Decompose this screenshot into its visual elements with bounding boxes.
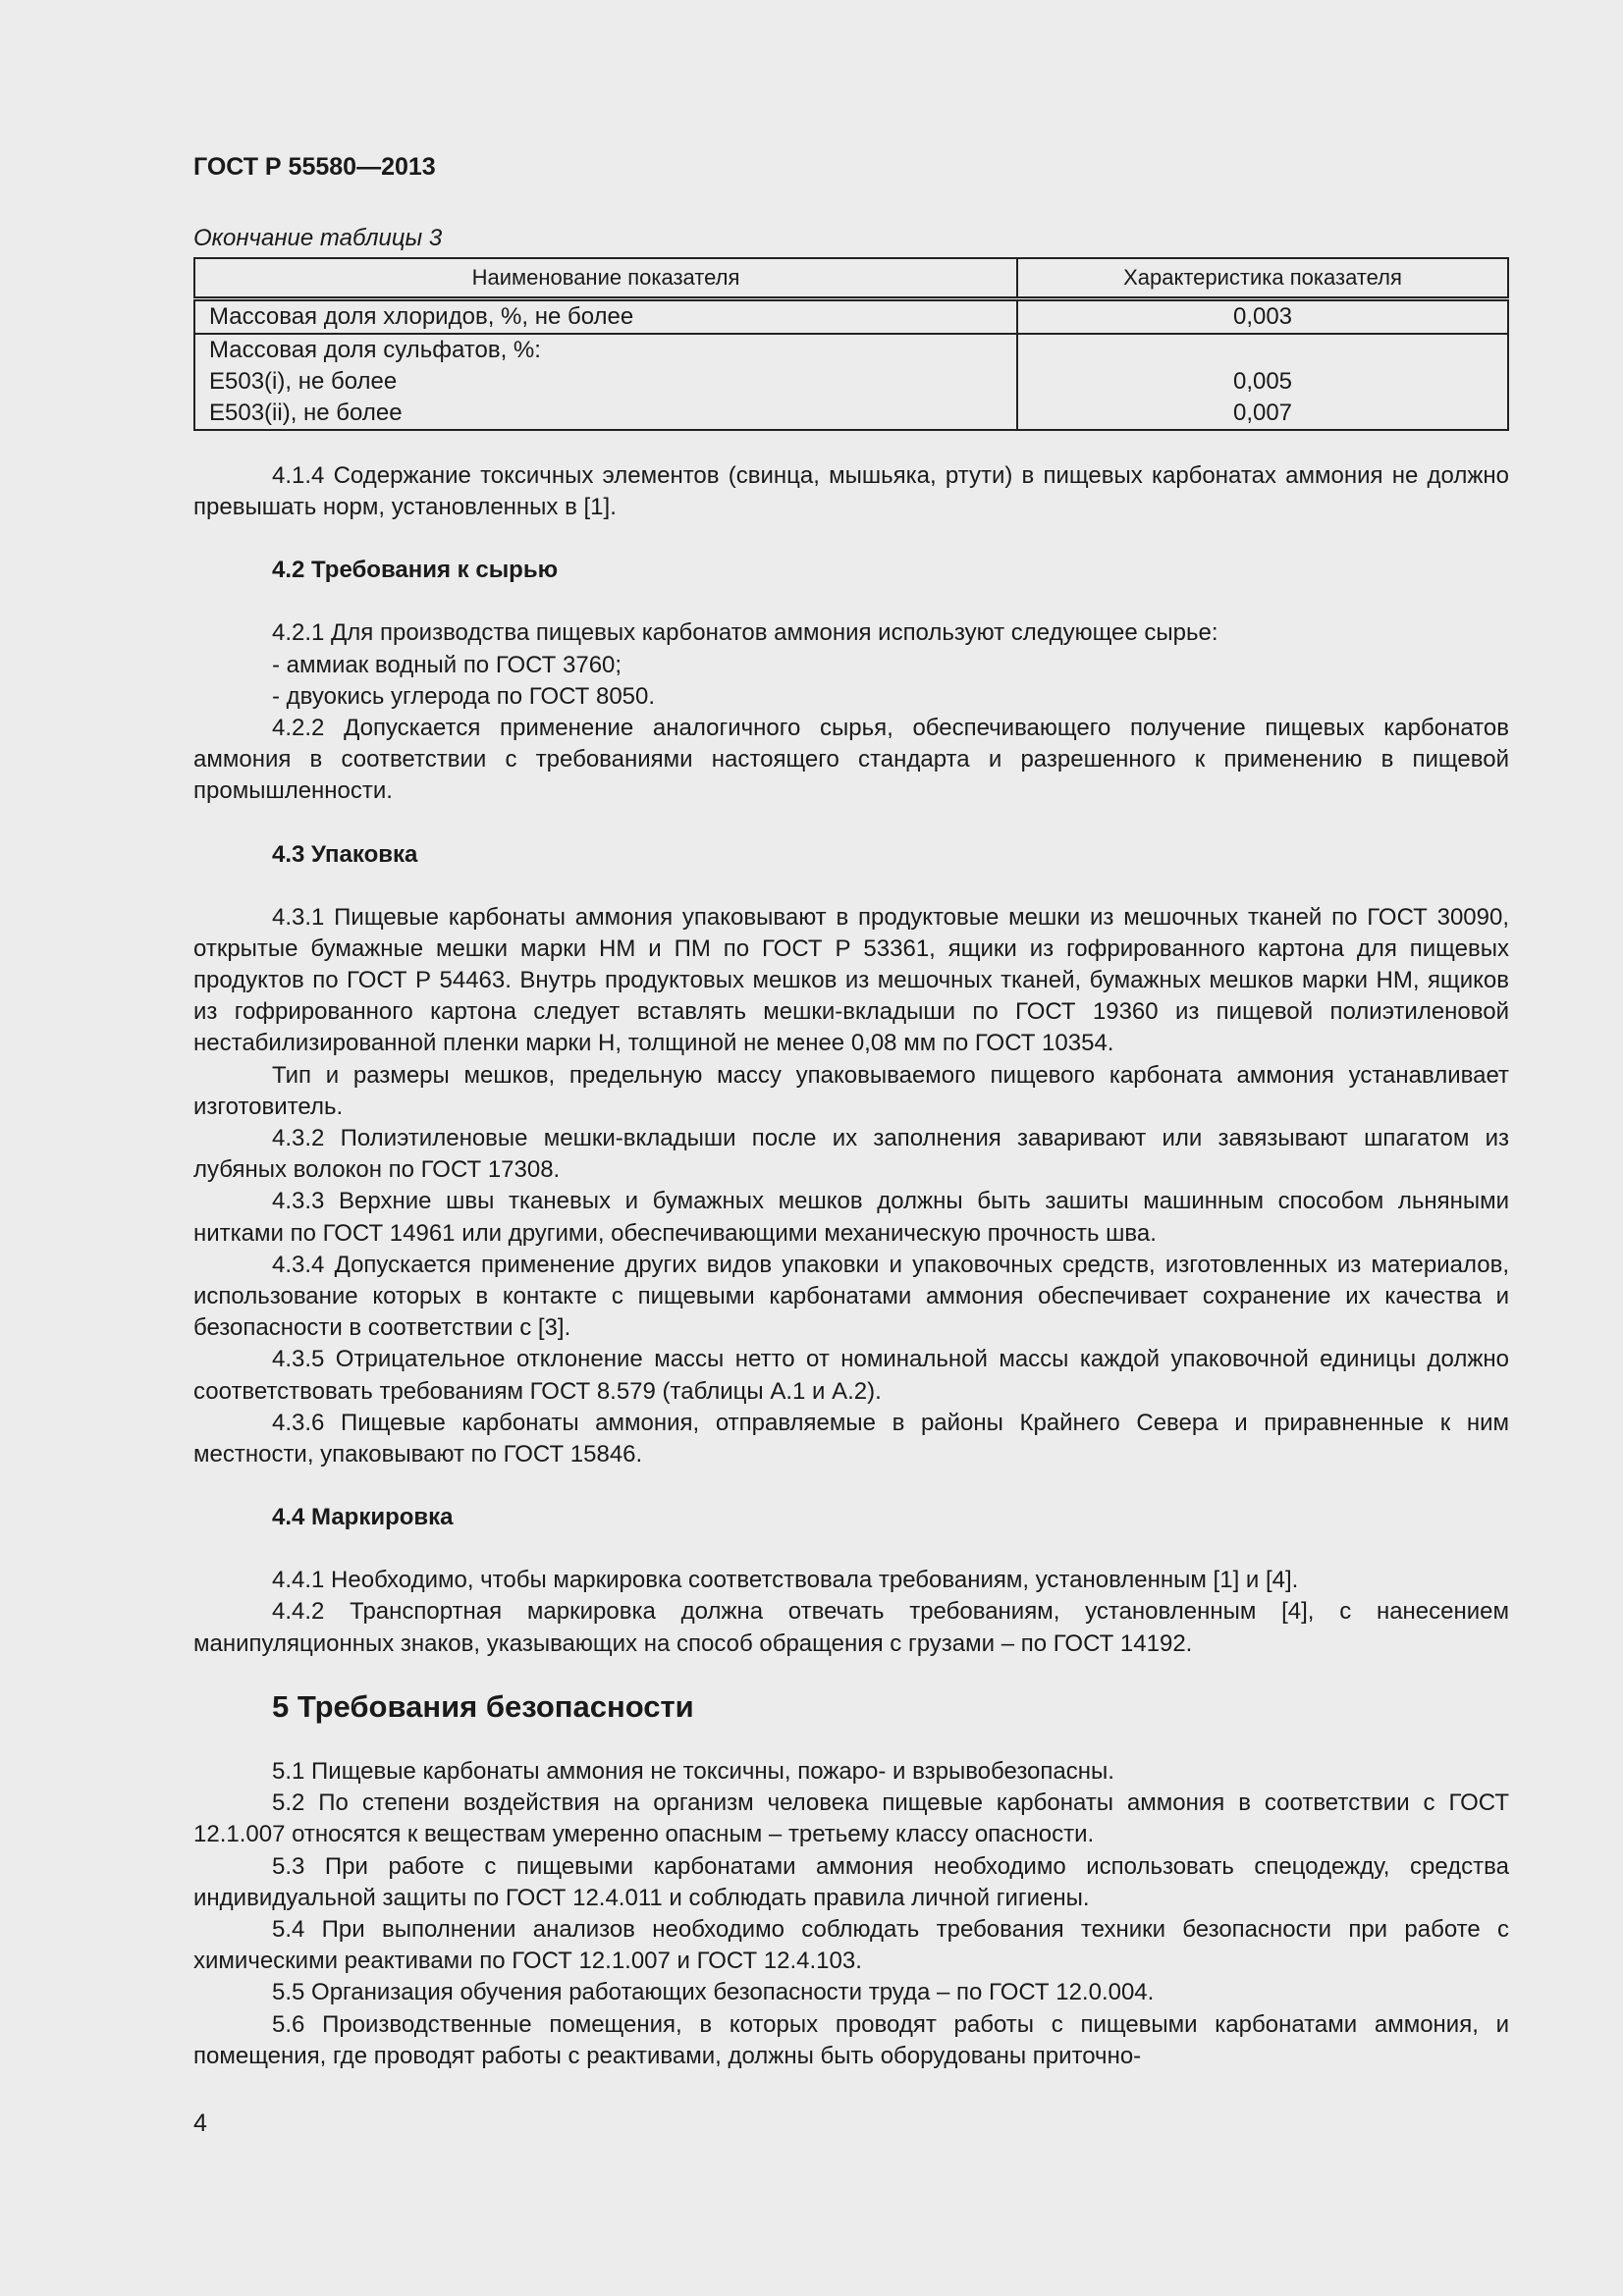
table-cell-value: 0,007 xyxy=(1017,398,1508,430)
table-cell-name: E503(i), не более xyxy=(194,366,1017,398)
paragraph-5-6: 5.6 Производственные помещения, в которых проводят работы с пищевыми карбонатами аммония, и помещения, где проводят работы с реактивами, должны быть оборудованы приточно- xyxy=(193,2010,1509,2069)
table-cell-name: Массовая доля сульфатов, %: xyxy=(194,334,1017,366)
paragraph-5-5: 5.5 Организация обучения работающих безопасности труда – по ГОСТ 12.0.004. xyxy=(272,1979,1155,2006)
paragraph-4-3-5: 4.3.5 Отрицательное отклонение массы нетто от номинальной массы каждой упаковочной единицы должно соответствовать требованиям ГОСТ 8.579 (таблицы А.1 и А.2). xyxy=(193,1346,1509,1405)
paragraph-4-4-2: 4.4.2 Транспортная маркировка должна отвечать требованиям, установленным [4], с нанесением манипуляционных знаков, указывающих на способ обращения с грузами – по ГОСТ 14192. xyxy=(193,1598,1509,1657)
paragraph-5-4: 5.4 При выполнении анализов необходимо соблюдать требования техники безопасности при работе с химическими реактивами по ГОСТ 12.1.007 и ГОСТ 12.4.103. xyxy=(193,1915,1509,1975)
table-row xyxy=(194,366,1508,398)
indicators-table xyxy=(193,257,1509,431)
table-cell-value: 0,005 xyxy=(1017,366,1508,398)
table-row xyxy=(194,334,1508,366)
paragraph-5-3: 5.3 При работе с пищевыми карбонатами аммония необходимо использовать спецодежду, средства индивидуальной защиты по ГОСТ 12.4.011 и соблюдать правила личной гигиены. xyxy=(193,1852,1509,1911)
section-heading-4-2: 4.2 Требования к сырью xyxy=(272,557,559,584)
table-cell-value xyxy=(1017,334,1508,366)
table-header-row xyxy=(194,258,1508,299)
paragraph-4-4-1: 4.4.1 Необходимо, чтобы маркировка соответствовала требованиям, установленным [1] и [4]. xyxy=(272,1567,1299,1594)
table-cell-name: E503(ii), не более xyxy=(194,398,1017,430)
paragraph-4-3-1-b: Тип и размеры мешков, предельную массу упаковываемого пищевого карбоната аммония устанавливает изготовитель. xyxy=(193,1061,1509,1120)
list-item: - аммиак водный по ГОСТ 3760; xyxy=(272,651,622,678)
section-heading-4-3: 4.3 Упаковка xyxy=(272,840,418,868)
page-number: 4 xyxy=(193,2109,207,2137)
paragraph-4-2-1: 4.2.1 Для производства пищевых карбонатов аммония используют следующее сырье: xyxy=(272,619,1218,647)
column-header-value: Характеристика показателя xyxy=(1017,258,1508,299)
paragraph-4-3-4: 4.3.4 Допускается применение других видов упаковки и упаковочных средств, изготовленных из материалов, использование которых в контакте с пищевыми карбонатами аммония обеспечивает сохранение их качества и безопасности в соответствии с [3]. xyxy=(193,1251,1509,1342)
paragraph-5-1: 5.1 Пищевые карбонаты аммония не токсичны, пожаро- и взрывобезопасны. xyxy=(272,1757,1114,1785)
document-body xyxy=(193,460,1509,2072)
section-heading-4-4: 4.4 Маркировка xyxy=(272,1504,454,1531)
column-header-name: Наименование показателя xyxy=(194,258,1017,299)
paragraph-4-2-2: 4.2.2 Допускается применение аналогичного сырья, обеспечивающего получение пищевых карбонатов аммония в соответствии с требованиями настоящего стандарта и разрешенного к применению в пищевой промышленности. xyxy=(193,715,1509,805)
paragraph-4-3-1: 4.3.1 Пищевые карбонаты аммония упаковывают в продуктовые мешки из мешочных тканей по ГОСТ 30090, открытые бумажные мешки марки НМ и ПМ по ГОСТ Р 53361, ящики из гофрированного картона для пищевых продуктов по ГОСТ Р 54463. Внутрь продуктовых мешков из мешочных тканей, бумажных мешков марки НМ, ящиков из гофрированного картона следует вставлять мешки-вкладыши по ГОСТ 19360 из пищевой полиэтиленовой нестабилизированной пленки марки Н, толщиной не менее 0,08 мм по ГОСТ 10354. xyxy=(193,903,1509,1057)
section-heading-5: 5 Требования безопасности xyxy=(272,1688,694,1724)
document-code: ГОСТ Р 55580—2013 xyxy=(193,153,436,181)
table-row xyxy=(194,398,1508,430)
paragraph-4-1-4: 4.1.4 Содержание токсичных элементов (свинца, мышьяка, ртути) в пищевых карбонатах аммония не должно превышать норм, установленных в [1]. xyxy=(193,462,1509,521)
table-cell-value: 0,003 xyxy=(1017,299,1508,335)
table-row xyxy=(194,299,1508,335)
paragraph-4-3-3: 4.3.3 Верхние швы тканевых и бумажных мешков должны быть зашиты машинным способом льняными нитками по ГОСТ 14961 или другими, обеспечивающими механическую прочность шва. xyxy=(193,1188,1509,1247)
table-caption: Окончание таблицы 3 xyxy=(193,225,443,251)
paragraph-4-3-6: 4.3.6 Пищевые карбонаты аммония, отправляемые в районы Крайнего Севера и приравненные к ним местности, упаковывают по ГОСТ 15846. xyxy=(193,1409,1509,1468)
table-cell-name: Массовая доля хлоридов, %, не более xyxy=(194,299,1017,335)
document-page xyxy=(193,147,1509,2072)
paragraph-4-3-2: 4.3.2 Полиэтиленовые мешки-вкладыши после их заполнения заваривают или завязывают шпагатом из лубяных волокон по ГОСТ 17308. xyxy=(193,1125,1509,1184)
paragraph-5-2: 5.2 По степени воздействия на организм человека пищевые карбонаты аммония в соответствии с ГОСТ 12.1.007 относятся к веществам умеренно опасным – третьему классу опасности. xyxy=(193,1789,1509,1848)
list-item: - двуокись углерода по ГОСТ 8050. xyxy=(272,682,656,710)
